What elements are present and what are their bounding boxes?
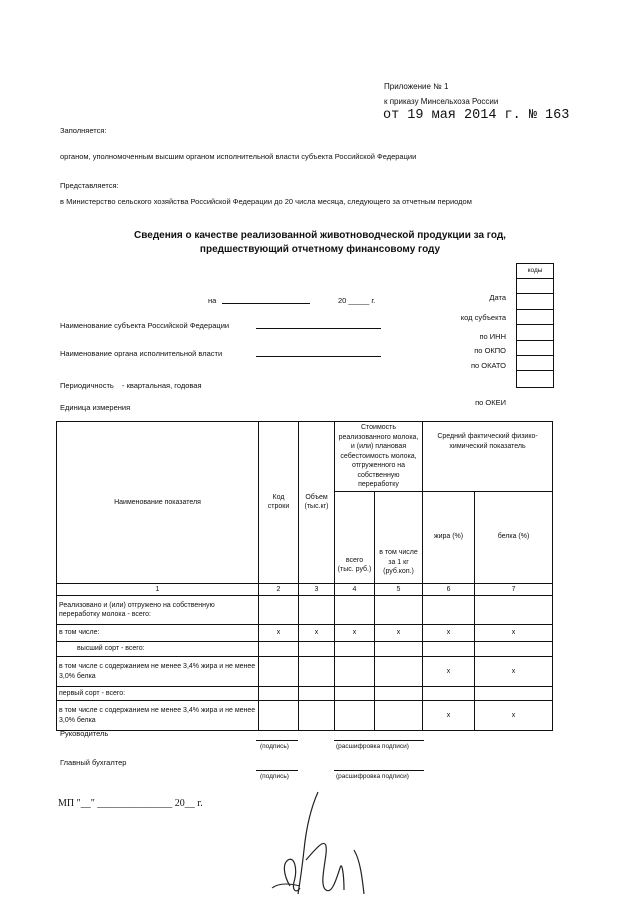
table-cell[interactable]: [299, 642, 335, 657]
table-cell[interactable]: [299, 687, 335, 701]
col-protein-header: белка (%): [475, 491, 553, 583]
head-decode-line[interactable]: [334, 740, 424, 741]
code-label-inn: по ИНН: [479, 332, 506, 341]
table-row: [57, 701, 553, 731]
table-cell[interactable]: [299, 596, 335, 625]
form-title-line1: Сведения о качестве реализованной животноводческой продукции за год,: [134, 230, 506, 241]
code-label-okato: по ОКАТО: [470, 361, 506, 370]
table-cell[interactable]: [259, 596, 299, 625]
subject-field[interactable]: [256, 328, 381, 329]
code-cell-okpo[interactable]: [517, 325, 553, 340]
code-label-date: Дата: [489, 293, 506, 302]
table-cell[interactable]: [423, 596, 475, 625]
accountant-label: Главный бухгалтер: [60, 758, 127, 767]
quality-table: [56, 421, 553, 731]
date-year: 20 _____ г.: [338, 296, 376, 305]
table-row: [57, 687, 553, 701]
code-cell-okato[interactable]: [517, 341, 553, 356]
filled-by-label: Заполняется:: [60, 126, 107, 135]
code-label-subject: код субъекта: [460, 313, 506, 322]
row-label: Реализовано и (или) отгружено на собственную переработку молока - всего:: [57, 596, 259, 625]
code-cell-subject[interactable]: [517, 294, 553, 309]
table-cell[interactable]: [375, 657, 423, 687]
handwritten-signature: [270, 790, 390, 900]
head-label: Руководитель: [60, 729, 109, 738]
head-decode-caption: (расшифровка подписи): [336, 743, 409, 750]
col-code-header: Код строки: [259, 422, 299, 584]
table-cell[interactable]: [259, 642, 299, 657]
table-row: [57, 642, 553, 657]
table-cell[interactable]: [335, 657, 375, 687]
codes-header: коды: [517, 264, 553, 279]
filled-by-text: органом, уполномоченным высшим органом исполнительной власти субъекта Российской Федерации: [60, 152, 417, 161]
code-cell-okei[interactable]: [517, 356, 553, 371]
col-volume-header: Объем (тыс.кг): [299, 422, 335, 584]
col-number: 4: [335, 583, 375, 596]
table-cell[interactable]: [335, 596, 375, 625]
subject-label: Наименование субъекта Российской Федерации: [60, 321, 230, 330]
appendix-label: Приложение № 1: [384, 82, 449, 91]
table-cell[interactable]: [375, 596, 423, 625]
table-row: [57, 596, 553, 625]
row-label: в том числе:: [57, 625, 259, 642]
col-name-header: Наименование показателя: [57, 422, 259, 584]
authority-field[interactable]: [256, 356, 381, 357]
row-label: первый сорт - всего:: [57, 687, 259, 701]
table-cell: x: [423, 701, 475, 731]
col-indicator-header: Средний фактический физико-химический показатель: [423, 422, 553, 492]
submitted-text: в Министерство сельского хозяйства Российской Федерации до 20 числа месяца, следующего за отчетным периодом: [60, 197, 472, 206]
col-number: 6: [423, 583, 475, 596]
order-label: к приказу Минсельхоза России: [384, 97, 499, 106]
authority-label: Наименование органа исполнительной власти: [60, 349, 223, 358]
table-cell[interactable]: [423, 687, 475, 701]
table-cell: x: [475, 657, 553, 687]
col-cost-total-header: всего (тыс. руб.): [335, 491, 375, 583]
row-label: в том числе с содержанием не менее 3,4% жира и не менее 3,0% белка: [57, 701, 259, 731]
periodicity-label: Периодичность: [60, 381, 114, 390]
table-cell: x: [335, 625, 375, 642]
table-cell[interactable]: [475, 642, 553, 657]
col-number: 3: [299, 583, 335, 596]
code-label-okpo: по ОКПО: [474, 346, 506, 355]
codes-box: [516, 263, 554, 388]
column-numbers-row: [57, 583, 553, 596]
col-cost-header: Стоимость реализованного молока, и (или) плановая себестоимость молока, отгруженного на собственную переработку: [335, 422, 423, 492]
table-cell[interactable]: [475, 596, 553, 625]
code-cell-inn[interactable]: [517, 310, 553, 325]
table-cell: x: [299, 625, 335, 642]
table-cell: x: [375, 625, 423, 642]
col-fat-header: жира (%): [423, 491, 475, 583]
table-cell[interactable]: [259, 701, 299, 731]
table-cell[interactable]: [335, 701, 375, 731]
code-label-okei: по ОКЕИ: [475, 398, 506, 407]
table-cell[interactable]: [335, 642, 375, 657]
table-cell: x: [475, 625, 553, 642]
code-cell-extra[interactable]: [517, 371, 553, 386]
table-cell[interactable]: [375, 642, 423, 657]
table-cell[interactable]: [299, 701, 335, 731]
table-cell: x: [259, 625, 299, 642]
form-title-line2: предшествующий отчетному финансовому году: [199, 244, 441, 255]
order-date: от 19 мая 2014 г. № 163: [383, 108, 570, 123]
col-number: 7: [475, 583, 553, 596]
date-prefix: на: [208, 296, 217, 305]
unit-label: Единица измерения: [60, 403, 131, 412]
stamp-date-line: МП "__" _______________ 20__ г.: [58, 798, 203, 809]
code-cell-date[interactable]: [517, 279, 553, 294]
table-cell: x: [475, 701, 553, 731]
accountant-sign-line[interactable]: [256, 770, 298, 771]
col-cost-per-header: в том числе за 1 кг (руб.коп.): [375, 491, 423, 583]
accountant-decode-line[interactable]: [334, 770, 424, 771]
table-cell[interactable]: [259, 687, 299, 701]
table-row: [57, 657, 553, 687]
accountant-decode-caption: (расшифровка подписи): [336, 773, 409, 780]
table-cell[interactable]: [375, 701, 423, 731]
col-number: 2: [259, 583, 299, 596]
col-number: 5: [375, 583, 423, 596]
table-cell[interactable]: [299, 657, 335, 687]
table-cell[interactable]: [423, 642, 475, 657]
head-sign-caption: (подпись): [260, 743, 289, 750]
date-underline[interactable]: [222, 303, 310, 304]
table-cell[interactable]: [335, 687, 375, 701]
table-row: [57, 625, 553, 642]
submitted-label: Представляется:: [60, 181, 119, 190]
table-cell[interactable]: [375, 687, 423, 701]
col-number: 1: [57, 583, 259, 596]
table-cell[interactable]: [475, 687, 553, 701]
table-cell: x: [423, 657, 475, 687]
row-label: высший сорт - всего:: [57, 642, 259, 657]
table-cell: x: [423, 625, 475, 642]
row-label: в том числе с содержанием не менее 3,4% жира и не менее 3,0% белка: [57, 657, 259, 687]
head-sign-line[interactable]: [256, 740, 298, 741]
table-cell[interactable]: [259, 657, 299, 687]
periodicity-value: - квартальная, годовая: [122, 381, 202, 390]
accountant-sign-caption: (подпись): [260, 773, 289, 780]
